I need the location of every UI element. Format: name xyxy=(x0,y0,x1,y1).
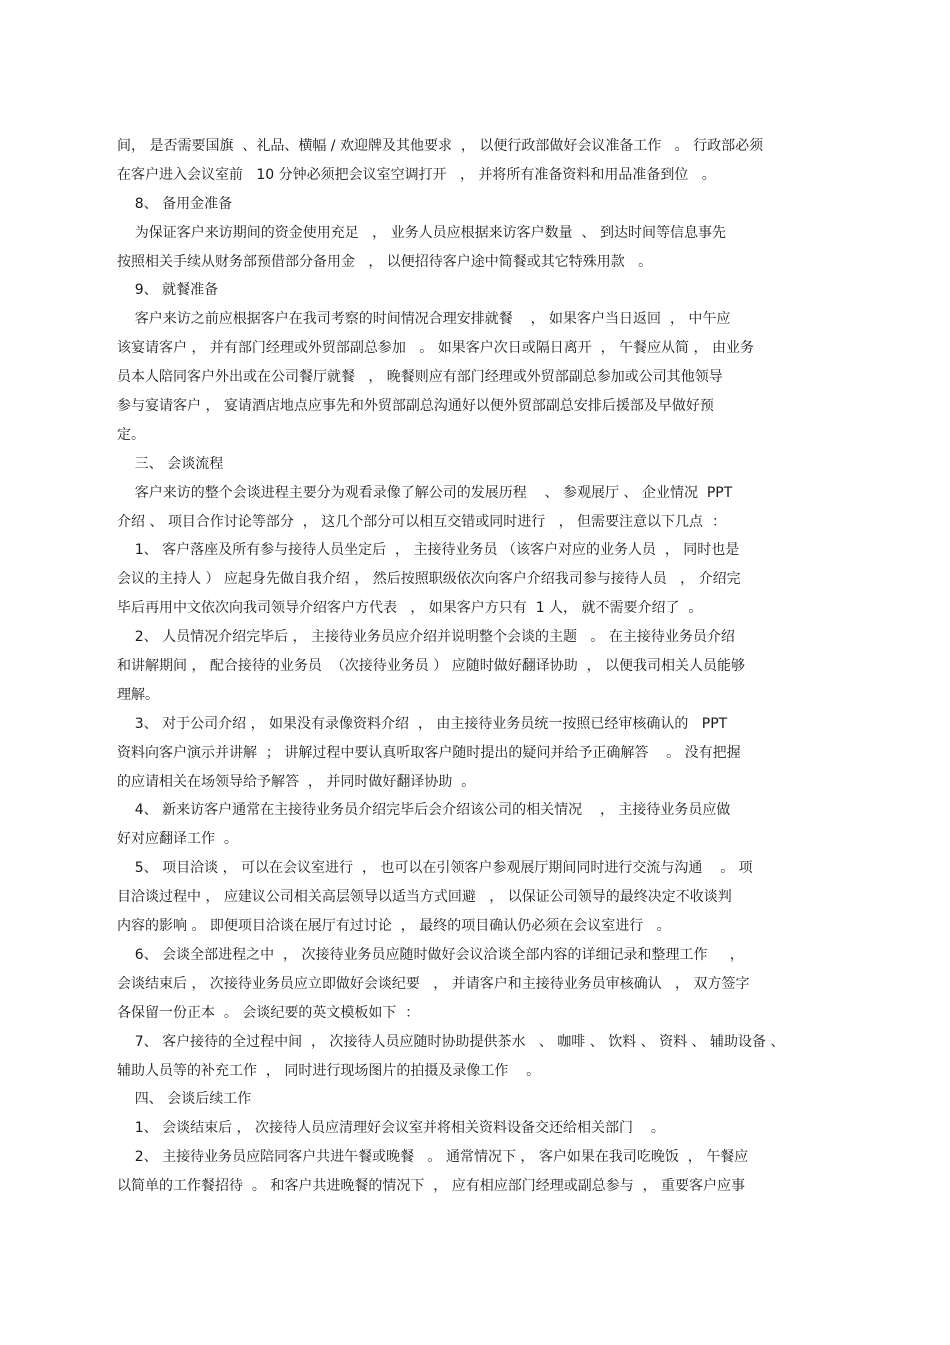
text-line: 三、 会谈流程 xyxy=(117,455,224,472)
text-line: 1、 会谈结束后 ， 次接待人员应清理好会议室并将相关资料设备交还给相关部门 。 xyxy=(117,1120,665,1137)
text-line: 该宴请客户 ， 并有部门经理或外贸部副总参加 。 如果客户次日或隔日离开 ， 午餐应从简 ， 由业务 xyxy=(117,340,754,357)
text-line: 目洽谈过程中 ， 应建议公司相关高层领导以适当方式回避 ， 以保证公司领导的最终决定不收谈判 xyxy=(117,889,732,906)
text-line: 2、 人员情况介绍完毕后 ， 主接待业务员应介绍并说明整个会谈的主题 。 在主接待业务员介绍 xyxy=(117,629,735,646)
text-line: 会议的主持人 ） 应起身先做自我介绍 ， 然后按照职级依次向客户介绍我司参与接待人员 ， 介绍完 xyxy=(117,571,741,588)
text-line: 7、 客户接待的全过程中间 ， 次接待人员应随时协助提供茶水 、 咖啡 、 饮料 、 资料 、 辅助设备 、 xyxy=(117,1033,785,1050)
text-line: 4、 新来访客户通常在主接待业务员介绍完毕后会介绍该公司的相关情况 ， 主接待业务员应做 xyxy=(117,802,731,819)
text-line: 5、 项目洽谈 ， 可以在会议室进行 ， 也可以在引领客户参观展厅期间同时进行交流与沟通 。 项 xyxy=(117,860,753,877)
text-line: 各保留一份正本 。 会谈纪要的英文模板如下 ： xyxy=(117,1004,420,1021)
text-line: 3、 对于公司介绍 ， 如果没有录像资料介绍 ， 由主接待业务员统一按照已经审核确认的 PPT xyxy=(117,715,728,732)
text-line: 间， 是否需要国旗 、礼品、横幅 / 欢迎牌及其他要求 ， 以便行政部做好会议准备工作 。 行政部必须 xyxy=(117,138,764,154)
text-line: 6、 会谈全部进程之中 ， 次接待业务员应随时做好会议洽谈全部内容的详细记录和整理工作 ， xyxy=(117,946,744,963)
text-line: 毕后再用中文依次向我司领导介绍客户方代表 ， 如果客户方只有 1 人， 就不需要介绍了 。 xyxy=(117,600,703,617)
text-line: 员本人陪同客户外出或在公司餐厅就餐 ， 晚餐则应有部门经理或外贸部副总参加或公司其他领导 xyxy=(117,369,723,386)
text-line: 按照相关手续从财务部预借部分备用金 ， 以便招待客户途中简餐或其它特殊用款 。 xyxy=(117,253,653,270)
text-line: 和讲解期间 ， 配合接待的业务员 （次接待业务员 ） 应随时做好翻译协助 ， 以便我司相关人员能够 xyxy=(117,658,746,675)
text-line: 2、 主接待业务员应陪同客户共进午餐或晚餐 。 通常情况下 ， 客户如果在我司吃晚饭 ， 午餐应 xyxy=(117,1149,749,1166)
text-line: 的应请相关在场领导给予解答 ， 并同时做好翻译协助 。 xyxy=(117,773,476,790)
text-line: 客户来访之前应根据客户在我司考察的时间情况合理安排就餐 ， 如果客户当日返回 ， 中午应 xyxy=(117,311,731,328)
document-body xyxy=(117,132,837,1201)
text-line: 8、 备用金准备 xyxy=(117,195,233,212)
text-line: 9、 就餐准备 xyxy=(117,282,219,299)
text-line: 好对应翻译工作 。 xyxy=(117,831,238,848)
text-line: 内容的影响 。 即便项目洽谈在展厅有过讨论 ， 最终的项目确认仍必须在会议室进行 。 xyxy=(117,918,671,935)
text-line: 资料向客户演示并讲解 ； 讲解过程中要认真听取客户随时提出的疑问并给予正确解答 。 没有把握 xyxy=(117,744,741,761)
text-line: 介绍 、 项目合作讨论等部分 ， 这几个部分可以相互交错或同时进行 ， 但需要注意以下几点 ： xyxy=(117,513,726,530)
text-line: 在客户进入会议室前 10 分钟必须把会议室空调打开 ， 并将所有准备资料和用品准备到位 。 xyxy=(117,166,716,183)
text-line: 会谈结束后 ， 次接待业务员应立即做好会谈纪要 ， 并请客户和主接待业务员审核确认 ， 双方签字 xyxy=(117,975,750,992)
text-line: 理解。 xyxy=(117,686,159,703)
text-line: 辅助人员等的补充工作 ， 同时进行现场图片的拍摄及录像工作 。 xyxy=(117,1062,541,1079)
text-line: 客户来访的整个会谈进程主要分为观看录像了解公司的发展历程 、 参观展厅 、 企业情况 PPT xyxy=(117,484,733,501)
text-line: 1、 客户落座及所有参与接待人员坐定后 ， 主接待业务员 （该客户对应的业务人员 ， 同时也是 xyxy=(117,542,740,559)
text-line: 四、 会谈后续工作 xyxy=(117,1091,252,1108)
text-line: 以简单的工作餐招待 。 和客户共进晚餐的情况下 ， 应有相应部门经理或副总参与 ， 重要客户应事 xyxy=(117,1178,746,1195)
text-line: 为保证客户来访期间的资金使用充足 ， 业务人员应根据来访客户数量 、 到达时间等信息事先 xyxy=(117,224,726,241)
text-line: 定。 xyxy=(117,426,145,443)
text-line: 参与宴请客户 ， 宴请酒店地点应事先和外贸部副总沟通好以便外贸部副总安排后援部及早做好预 xyxy=(117,398,714,415)
